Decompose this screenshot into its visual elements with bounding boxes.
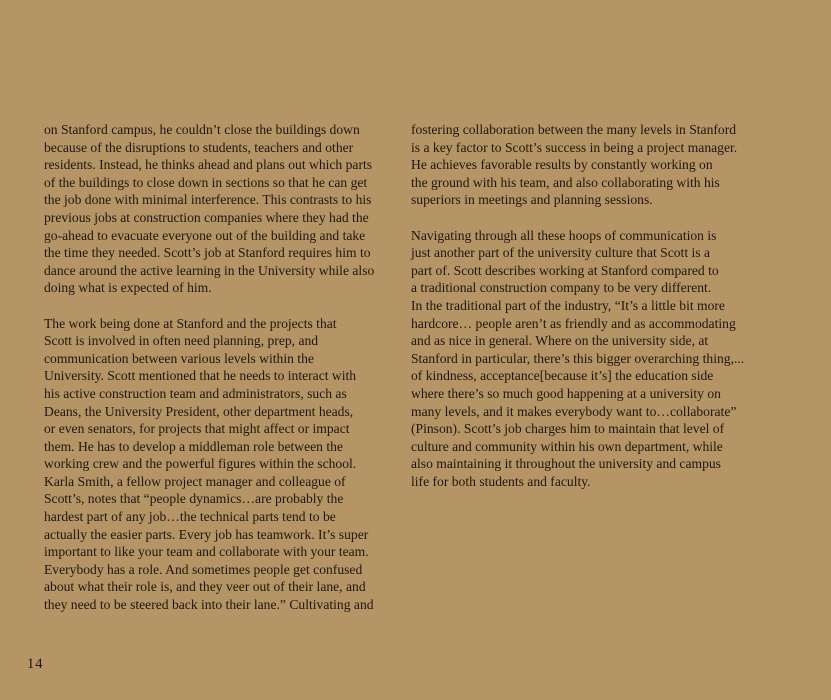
text-line: culture and community within his own department, while bbox=[411, 438, 723, 454]
text-line: or even senators, for projects that might affect or impact bbox=[44, 421, 350, 437]
text-line: of the buildings to close down in sections so that he can get bbox=[44, 174, 368, 190]
text-line: go-ahead to evacuate everyone out of the building and take bbox=[44, 227, 366, 243]
text-line: The work being done at Stanford and the projects that bbox=[44, 315, 337, 331]
text-line: they need to be steered back into their lane.” Cultivating and bbox=[44, 597, 374, 613]
text-line: working crew and the powerful figures within the school. bbox=[44, 456, 357, 472]
page-number: 14 bbox=[27, 656, 44, 672]
text-line: doing what is expected of him. bbox=[44, 280, 212, 296]
text-line: a traditional construction company to be very different. bbox=[411, 280, 712, 296]
text-line: of kindness, acceptance[because it’s] the education side bbox=[411, 368, 714, 384]
text-line: He achieves favorable results by constantly working on bbox=[411, 157, 713, 173]
text-line: superiors in meetings and planning sessions. bbox=[411, 192, 653, 208]
paragraph-spacer bbox=[411, 209, 791, 227]
text-line: fostering collaboration between the many levels in Stanford bbox=[411, 122, 737, 137]
text-line: many levels, and it makes everybody want to…collaborate” bbox=[411, 403, 737, 419]
text-line: Scott is involved in often need planning, prep, and bbox=[44, 333, 319, 349]
text-line: residents. Instead, he thinks ahead and plans out which parts bbox=[44, 157, 373, 173]
text-line: important to like your team and collaborate with your team. bbox=[44, 544, 369, 560]
text-line: on Stanford campus, he couldn’t close the buildings down bbox=[44, 122, 360, 137]
text-line: Karla Smith, a fellow project manager and colleague of bbox=[44, 473, 346, 489]
text-line: In the traditional part of the industry, “It’s a little bit more bbox=[411, 297, 725, 313]
paragraph bbox=[44, 121, 410, 297]
text-line: about what their role is, and they veer out of their lane, and bbox=[44, 579, 366, 595]
paragraph bbox=[411, 121, 791, 209]
paragraph bbox=[411, 227, 791, 491]
text-line: Navigating through all these hoops of communication is bbox=[411, 227, 717, 243]
left-column bbox=[44, 121, 410, 614]
text-line: previous jobs at construction companies where they had the bbox=[44, 209, 369, 225]
paragraph bbox=[44, 315, 410, 614]
text-line: part of. Scott describes working at Stanford compared to bbox=[411, 262, 719, 278]
text-line: his active construction team and administrators, such as bbox=[44, 385, 347, 401]
text-line: because of the disruptions to students, teachers and other bbox=[44, 139, 354, 155]
text-line: hardcore… people aren’t as friendly and as accommodating bbox=[411, 315, 736, 331]
text-line: them. He has to develop a middleman role between the bbox=[44, 438, 343, 454]
text-line: Everybody has a role. And sometimes people get confused bbox=[44, 561, 363, 577]
paragraph-spacer bbox=[44, 297, 410, 315]
text-line: also maintaining it throughout the university and campus bbox=[411, 456, 721, 472]
text-line: dance around the active learning in the University while also bbox=[44, 262, 375, 278]
text-line: is a key factor to Scott’s success in being a project manager. bbox=[411, 139, 738, 155]
text-line: the job done with minimal interference. This contrasts to his bbox=[44, 192, 372, 208]
right-column bbox=[411, 121, 791, 490]
text-line: Scott’s, notes that “people dynamics…are probably the bbox=[44, 491, 344, 507]
text-line: where there’s so much good happening at a university on bbox=[411, 385, 721, 401]
text-line: the time they needed. Scott’s job at Stanford requires him to bbox=[44, 245, 371, 261]
text-line: Deans, the University President, other department heads, bbox=[44, 403, 354, 419]
text-line: life for both students and faculty. bbox=[411, 473, 591, 489]
text-line: (Pinson). Scott’s job charges him to maintain that level of bbox=[411, 421, 725, 437]
text-line: Stanford in particular, there’s this bigger overarching thing,... bbox=[411, 350, 745, 366]
text-line: actually the easier parts. Every job has teamwork. It’s super bbox=[44, 526, 369, 542]
text-line: hardest part of any job…the technical parts tend to be bbox=[44, 509, 336, 525]
text-line: University. Scott mentioned that he needs to interact with bbox=[44, 368, 357, 384]
text-line: communication between various levels within the bbox=[44, 350, 314, 366]
text-line: and as nice in general. Where on the university side, at bbox=[411, 333, 709, 349]
text-line: the ground with his team, and also collaborating with his bbox=[411, 174, 720, 190]
text-line: just another part of the university culture that Scott is a bbox=[411, 245, 710, 261]
